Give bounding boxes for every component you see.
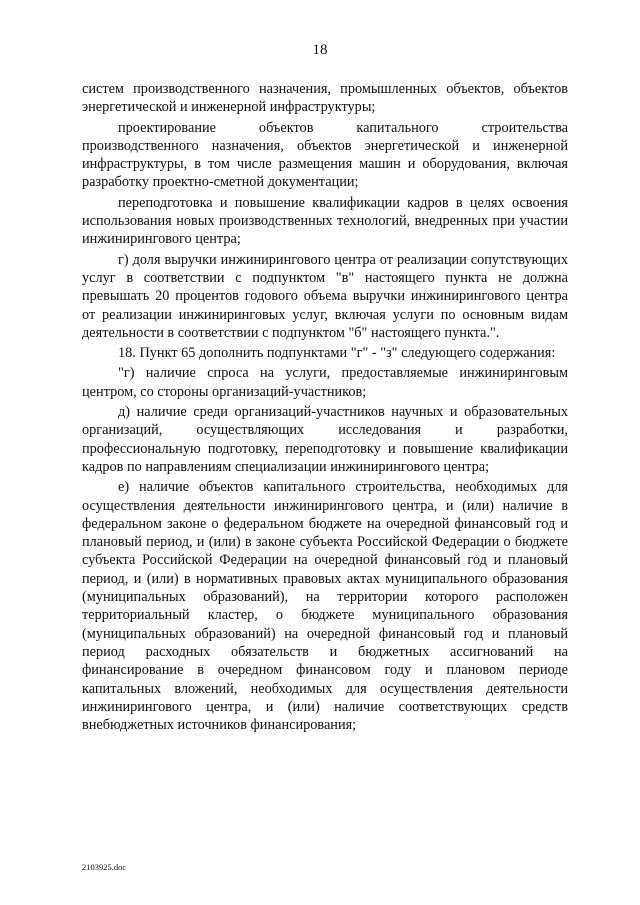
- paragraph-item-18: 18. Пункт 65 дополнить подпунктами "г" - "з" следующего содержания:: [118, 345, 556, 362]
- paragraph-retraining: переподготовка и повышение квалификации кадров в целях освоения использования новых производственных технологий, внедренных при участии инжинирингового центра;: [82, 194, 568, 248]
- paragraph-g-revenue-share: г) доля выручки инжинирингового центра от реализации сопутствующих услуг в соответствии с подпунктом "в" настоящего пункта не должна превышать 20 процентов годового объема выручки инжинирингового центра от реализации инжиниринговых услуг, включая услуги по основным видам деятельности в соответствии с подпунктом "б" настоящего пункта.".: [82, 251, 568, 341]
- paragraph-d-organizations: д) наличие среди организаций-участников научных и образовательных организаций, осуществляющих исследования и разработки, профессиональную подготовку, переподготовку и повышение квалификации кадров по направлениям специализации инжинирингового центра;: [82, 404, 568, 475]
- paragraph-design: проектирование объектов капитального строительства производственного назначения, объектов энергетической и инженерной инфраструктуры, в том числе размещения машин и оборудования, включая разработку проектно-сметной документации;: [82, 119, 568, 191]
- page-number: 18: [312, 42, 328, 58]
- paragraph-e-capital-objects: е) наличие объектов капитального строительства, необходимых для осуществления деятельности инжинирингового центра, и (или) наличие в федеральном законе о федеральном бюджете на очередной финансовый год и плановый период, и (или) в законе субъекта Российской Федерации о бюджете субъекта Российской Федерации на очередной финансовый год и плановый период, и (или) в нормативных правовых актах муниципального образования (муниципальных образований), на территории которого расположен территориальный кластер, о бюджете муниципального образования (муниципальных образований) на очередной финансовый год и плановый период расходных обязательств и бюджетных ассигнований на финансирование в очередном финансовом году и плановом периоде капитальных вложений, необходимых для осуществления деятельности инжинирингового центра, и (или) наличие соответствующих средств внебюджетных источников финансирования;: [82, 479, 568, 734]
- document-body: [82, 80, 568, 736]
- footer-filename: 2103925.doc: [82, 862, 127, 872]
- paragraph-g-demand: "г) наличие спроса на услуги, предоставляемые инжиниринговым центром, со стороны организаций-участников;: [82, 365, 568, 400]
- paragraph-continuation: систем производственного назначения, промышленных объектов, объектов энергетической и инженерной инфраструктуры;: [82, 81, 568, 116]
